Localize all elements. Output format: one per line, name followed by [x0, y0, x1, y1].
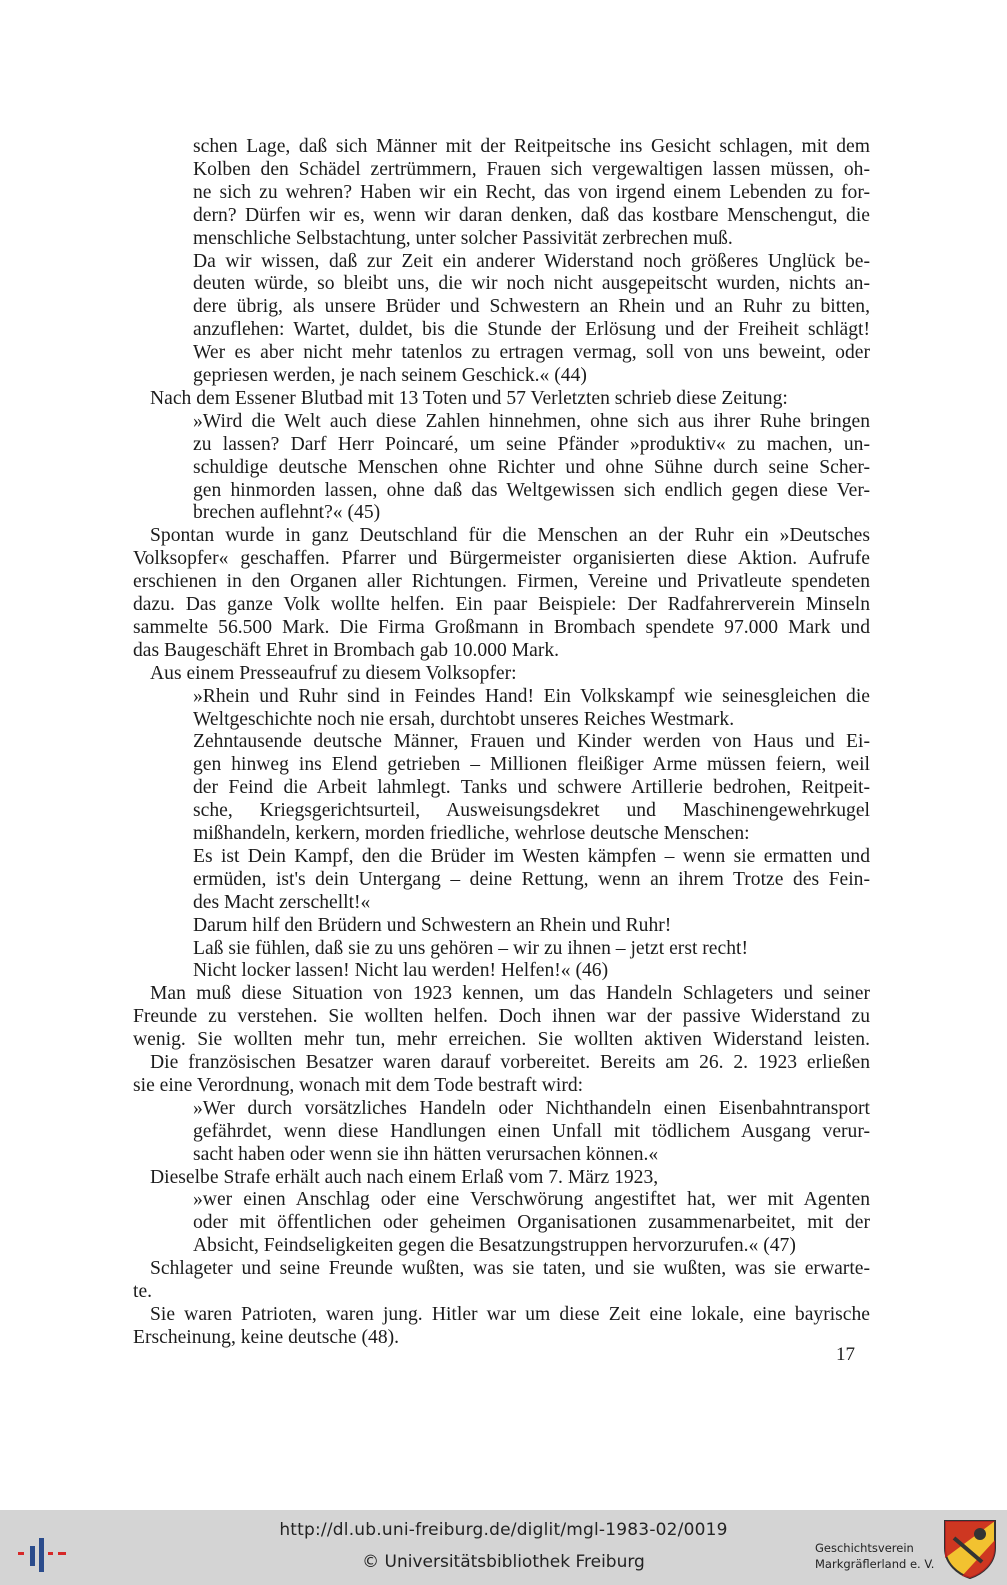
text-line: Freunde zu verstehen. Sie wollten helfen. Doch ihnen war der passive Widerstand zu	[133, 1006, 870, 1028]
text-line: Nach dem Essener Blutbad mit 13 Toten und 57 Verletzten schrieb diese Zeitung:	[150, 387, 788, 409]
text-line: schuldige deutsche Menschen ohne Richter und ohne Sühne durch seine Scher-	[193, 456, 870, 478]
text-line: Da wir wissen, daß zur Zeit ein anderer Widerstand noch größeres Unglück be-	[193, 250, 870, 272]
viewer-footer	[0, 1510, 1007, 1585]
text-line: ne sich zu wehren? Haben wir ein Recht, das von irgend einem Lebenden zu for-	[193, 181, 870, 203]
text-line: des Macht zerschellt!«	[193, 891, 371, 913]
text-line: Erscheinung, keine deutsche (48).	[133, 1326, 400, 1348]
text-line: zu lassen? Darf Herr Poincaré, um seine Pfänder »produktiv« zu machen, un-	[193, 433, 870, 455]
society-line-2: Markgräflerland e. V.	[815, 1557, 935, 1571]
text-line: te.	[133, 1281, 153, 1302]
text-line: das Baugeschäft Ehret in Brombach gab 10.000 Mark.	[133, 639, 560, 661]
text-line: der Feind die Arbeit lahmlegt. Tanks und schwere Artillerie bedrohen, Reitpeit-	[193, 777, 870, 799]
text-line: Die französischen Besatzer waren darauf vorbereitet. Bereits am 26. 2. 1923 erließen	[150, 1052, 870, 1073]
text-line: gen hinweg ins Elend getrieben – Millionen fleißiger Arme müssen feiern, weil	[193, 754, 870, 776]
society-name	[815, 1540, 934, 1572]
text-line: Volksopfer« geschaffen. Pfarrer und Bürgermeister organisierten diese Aktion. Aufrufe	[133, 548, 870, 570]
text-line: deuten würde, so bleibt uns, die wir noch nicht ausgepeitscht wurden, nichts an-	[193, 273, 870, 295]
text-line: sie eine Verordnung, wonach mit dem Tode bestraft wird:	[133, 1074, 584, 1096]
text-line: Aus einem Presseaufruf zu diesem Volksopfer:	[150, 662, 517, 684]
text-line: Absicht, Feindseligkeiten gegen die Besatzungstruppen hervorzurufen.« (47)	[193, 1235, 796, 1257]
coat-of-arms-icon	[942, 1518, 998, 1580]
text-line: schen Lage, daß sich Männer mit der Reitpeitsche ins Gesicht schlagen, mit dem	[193, 136, 870, 157]
text-line: sammelte 56.500 Mark. Die Firma Großmann in Brombach spendete 97.000 Mark und	[133, 616, 870, 638]
text-line: Kolben den Schädel zertrümmern, Frauen sich vergewaltigen lassen müssen, oh-	[193, 158, 870, 180]
text-line: gen hinmorden lassen, ohne daß das Weltgewissen sich endlich gegen diese Ver-	[193, 479, 870, 501]
text-line: Man muß diese Situation von 1923 kennen, um das Handeln Schlageters und seiner	[150, 983, 870, 1005]
text-line: Nicht locker lassen! Nicht lau werden! Helfen!« (46)	[193, 960, 609, 982]
text-line: menschliche Selbstachtung, unter solcher Passivität zerbrechen muß.	[193, 227, 733, 249]
text-line: Wer es aber nicht mehr tatenlos zu ertragen vermag, soll von uns beweint, oder	[193, 342, 870, 364]
text-line: dern? Dürfen wir es, wenn wir daran denken, daß das kostbare Menschengut, die	[193, 204, 870, 226]
copyright-notice: © Universitätsbibliothek Freiburg	[362, 1552, 645, 1572]
text-line: Schlageter und seine Freunde wußten, was sie taten, und sie wußten, was sie erwarte-	[150, 1258, 870, 1280]
text-line: ermüden, ist's dein Untergang – deine Rettung, wenn an ihrem Trotze des Fein-	[193, 868, 870, 890]
text-line: Sie waren Patrioten, waren jung. Hitler war um diese Zeit eine lokale, eine bayrische	[150, 1303, 870, 1325]
text-line: dazu. Das ganze Volk wollte helfen. Ein paar Beispiele: Der Radfahrerverein Minseln	[133, 594, 870, 615]
text-line: Weltgeschichte noch nie ersah, durchtobt unseres Reiches Westmark.	[193, 708, 735, 730]
text-line: Es ist Dein Kampf, den die Brüder im Westen kämpfen – wenn sie ermatten und	[193, 845, 870, 867]
text-line: »wer einen Anschlag oder eine Verschwörung angestiftet hat, wer mit Agenten	[193, 1189, 870, 1211]
page-number: 17	[836, 1344, 855, 1365]
text-line: gepriesen werden, je nach seinem Geschick.« (44)	[193, 365, 587, 386]
text-line: brechen auflehnt?« (45)	[193, 502, 381, 524]
text-line: sche, Kriegsgerichtsurteil, Ausweisungsdekret und Maschinengewehrkugel	[193, 800, 870, 822]
text-line: Zehntausende deutsche Männer, Frauen und Kinder werden von Haus und Ei-	[193, 731, 870, 753]
text-line: dere übrig, als unsere Brüder und Schwestern an Rhein und an Ruhr zu bitten,	[193, 296, 870, 318]
text-line: erschienen in den Organen aller Richtungen. Firmen, Vereine und Privatleute spendeten	[133, 571, 870, 593]
text-line: gefährdet, wenn diese Handlungen einen Unfall mit tödlichem Ausgang verur-	[193, 1120, 870, 1142]
text-line: sacht haben oder wenn sie ihn hätten verursachen können.«	[193, 1143, 659, 1165]
text-line: anzuflehen: Wartet, duldet, bis die Stunde der Erlösung und der Freiheit schlägt!	[193, 319, 870, 341]
text-line: wenig. Sie wollten mehr tun, mehr erreichen. Sie wollten aktiven Widerstand leisten.	[133, 1029, 870, 1051]
text-line: Spontan wurde in ganz Deutschland für die Menschen an der Ruhr ein »Deutsches	[150, 525, 870, 547]
text-line: oder mit öffentlichen oder geheimen Organisationen zusammenarbeitet, mit der	[193, 1212, 870, 1234]
document-url[interactable]: http://dl.ub.uni-freiburg.de/diglit/mgl-1983-02/0019	[279, 1520, 728, 1540]
text-line: mißhandeln, kerkern, morden friedliche, wehrlose deutsche Menschen:	[193, 823, 750, 844]
text-line: »Wird die Welt auch diese Zahlen hinnehmen, ohne sich aus ihrer Ruhe bringen	[193, 410, 870, 432]
text-line: Dieselbe Strafe erhält auch nach einem Erlaß vom 7. März 1923,	[150, 1166, 659, 1188]
text-line: »Wer durch vorsätzliches Handeln oder Nichthandeln einen Eisenbahntransport	[193, 1097, 870, 1119]
text-line: Darum hilf den Brüdern und Schwestern an Rhein und Ruhr!	[193, 914, 672, 936]
text-line: Laß sie fühlen, daß sie zu uns gehören – wir zu ihnen – jetzt erst recht!	[193, 937, 748, 959]
society-line-1: Geschichtsverein	[815, 1541, 914, 1555]
text-line: »Rhein und Ruhr sind in Feindes Hand! Ein Volkskampf wie seinesgleichen die	[193, 685, 870, 707]
